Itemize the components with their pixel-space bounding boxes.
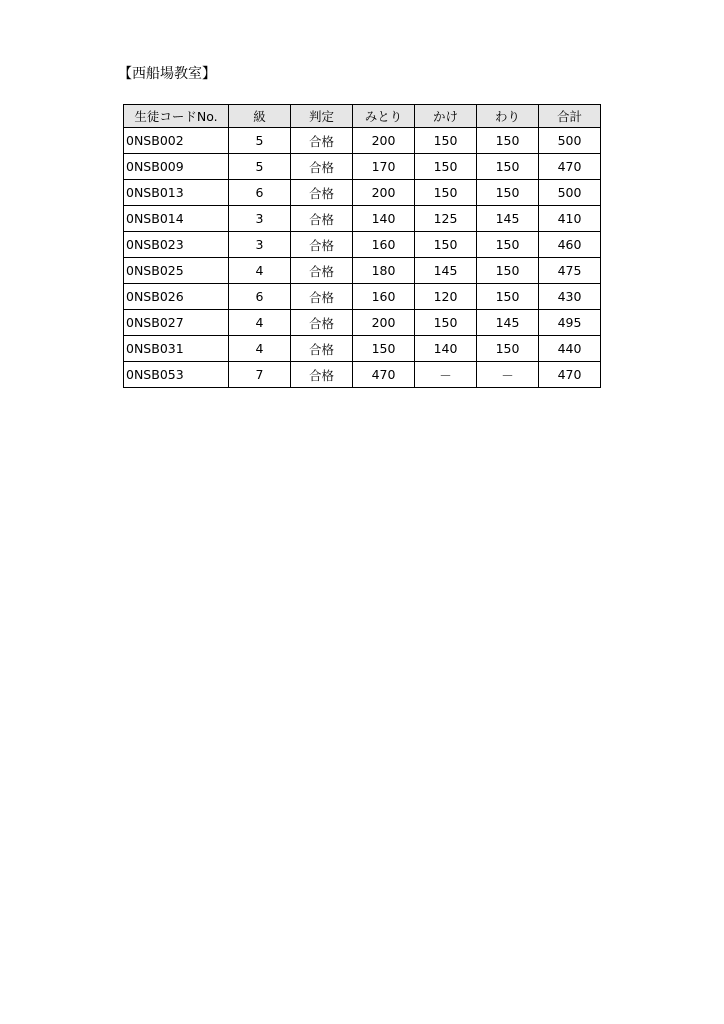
total-cell: 410 xyxy=(539,206,601,232)
judgement-cell: 合格 xyxy=(291,258,353,284)
header-wari: わり xyxy=(477,105,539,128)
kake-cell: 150 xyxy=(415,128,477,154)
table-row xyxy=(124,336,601,362)
student-code-cell: 0NSB014 xyxy=(124,206,229,232)
mitori-cell: 170 xyxy=(353,154,415,180)
judgement-cell: 合格 xyxy=(291,128,353,154)
judgement-cell: 合格 xyxy=(291,206,353,232)
page-title: 【西船場教室】 xyxy=(118,66,216,82)
student-code-cell: 0NSB025 xyxy=(124,258,229,284)
judgement-cell: 合格 xyxy=(291,336,353,362)
student-code-cell: 0NSB013 xyxy=(124,180,229,206)
results-table xyxy=(123,104,601,388)
judgement-cell: 合格 xyxy=(291,284,353,310)
mitori-cell: 140 xyxy=(353,206,415,232)
kake-cell: 150 xyxy=(415,180,477,206)
kake-cell: 150 xyxy=(415,232,477,258)
header-row xyxy=(124,105,601,128)
student-code-cell: 0NSB002 xyxy=(124,128,229,154)
kake-cell: － xyxy=(415,362,477,388)
grade-cell: 3 xyxy=(229,206,291,232)
table-row xyxy=(124,362,601,388)
total-cell: 500 xyxy=(539,180,601,206)
kake-cell: 150 xyxy=(415,154,477,180)
wari-cell: 150 xyxy=(477,154,539,180)
mitori-cell: 160 xyxy=(353,232,415,258)
kake-cell: 140 xyxy=(415,336,477,362)
table-header xyxy=(124,105,601,128)
grade-cell: 4 xyxy=(229,310,291,336)
table-row xyxy=(124,232,601,258)
grade-cell: 3 xyxy=(229,232,291,258)
wari-cell: － xyxy=(477,362,539,388)
grade-cell: 5 xyxy=(229,128,291,154)
wari-cell: 150 xyxy=(477,128,539,154)
table-body xyxy=(124,128,601,388)
wari-cell: 150 xyxy=(477,232,539,258)
student-code-cell: 0NSB053 xyxy=(124,362,229,388)
mitori-cell: 150 xyxy=(353,336,415,362)
kake-cell: 150 xyxy=(415,310,477,336)
mitori-cell: 470 xyxy=(353,362,415,388)
table-row xyxy=(124,258,601,284)
mitori-cell: 160 xyxy=(353,284,415,310)
header-kake: かけ xyxy=(415,105,477,128)
student-code-cell: 0NSB023 xyxy=(124,232,229,258)
judgement-cell: 合格 xyxy=(291,362,353,388)
table-row xyxy=(124,284,601,310)
grade-cell: 7 xyxy=(229,362,291,388)
judgement-cell: 合格 xyxy=(291,180,353,206)
mitori-cell: 200 xyxy=(353,310,415,336)
table-row xyxy=(124,128,601,154)
total-cell: 440 xyxy=(539,336,601,362)
total-cell: 430 xyxy=(539,284,601,310)
mitori-cell: 200 xyxy=(353,128,415,154)
grade-cell: 4 xyxy=(229,336,291,362)
wari-cell: 150 xyxy=(477,336,539,362)
student-code-cell: 0NSB026 xyxy=(124,284,229,310)
total-cell: 495 xyxy=(539,310,601,336)
student-code-cell: 0NSB031 xyxy=(124,336,229,362)
student-code-cell: 0NSB027 xyxy=(124,310,229,336)
student-code-cell: 0NSB009 xyxy=(124,154,229,180)
judgement-cell: 合格 xyxy=(291,154,353,180)
header-judgement: 判定 xyxy=(291,105,353,128)
header-grade: 級 xyxy=(229,105,291,128)
judgement-cell: 合格 xyxy=(291,310,353,336)
wari-cell: 150 xyxy=(477,284,539,310)
kake-cell: 120 xyxy=(415,284,477,310)
header-student-code: 生徒コードNo. xyxy=(124,105,229,128)
wari-cell: 150 xyxy=(477,180,539,206)
total-cell: 475 xyxy=(539,258,601,284)
wari-cell: 150 xyxy=(477,258,539,284)
table-row xyxy=(124,310,601,336)
mitori-cell: 200 xyxy=(353,180,415,206)
table-row xyxy=(124,206,601,232)
mitori-cell: 180 xyxy=(353,258,415,284)
grade-cell: 4 xyxy=(229,258,291,284)
header-mitori: みとり xyxy=(353,105,415,128)
total-cell: 460 xyxy=(539,232,601,258)
total-cell: 500 xyxy=(539,128,601,154)
wari-cell: 145 xyxy=(477,206,539,232)
total-cell: 470 xyxy=(539,362,601,388)
judgement-cell: 合格 xyxy=(291,232,353,258)
kake-cell: 125 xyxy=(415,206,477,232)
table-row xyxy=(124,180,601,206)
total-cell: 470 xyxy=(539,154,601,180)
kake-cell: 145 xyxy=(415,258,477,284)
grade-cell: 6 xyxy=(229,180,291,206)
wari-cell: 145 xyxy=(477,310,539,336)
header-total: 合計 xyxy=(539,105,601,128)
grade-cell: 6 xyxy=(229,284,291,310)
grade-cell: 5 xyxy=(229,154,291,180)
table-row xyxy=(124,154,601,180)
